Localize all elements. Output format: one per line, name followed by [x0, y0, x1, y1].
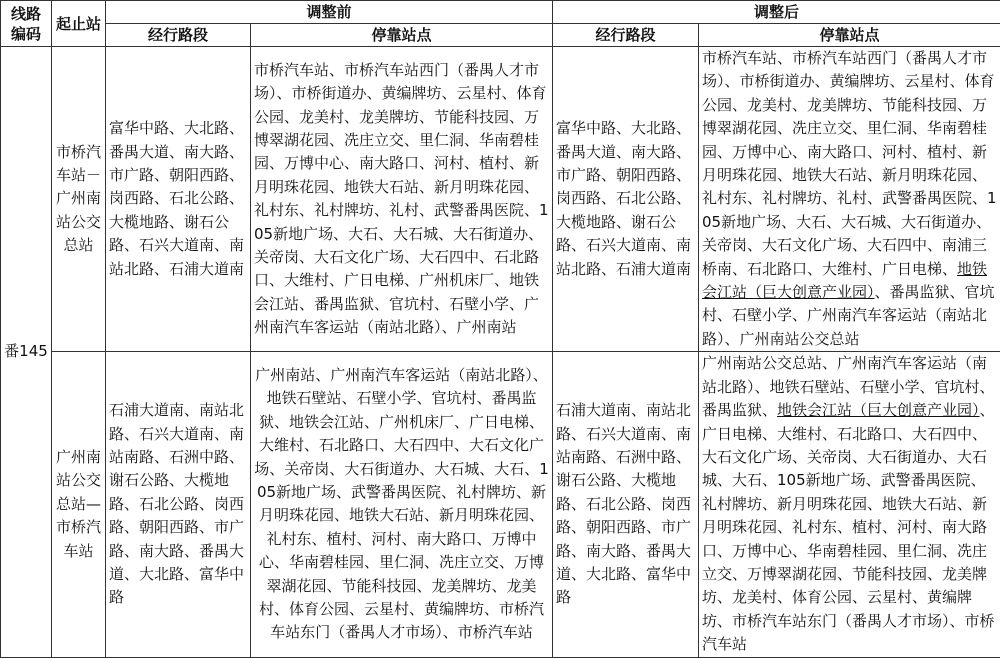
header-after-stops: 停靠站点 — [699, 24, 1000, 47]
before-route-cell: 富华中路、大北路、番禺大道、南大路、市广路、朝阳西路、岗西路、石北公路、大榄地路、谢石公路、石兴大道南、南站北路、石浦大道南 — [106, 47, 251, 352]
header-after-route: 经行路段 — [553, 24, 699, 47]
after-stops-cell — [699, 352, 1000, 657]
header-before-route: 经行路段 — [106, 24, 251, 47]
after-stops-cell — [699, 47, 1000, 352]
before-stops-cell: 市桥汽车站、市桥汽车站西门（番禺人才市场）、市桥街道办、黄编牌坊、云星村、体育公园、龙美村、龙美牌坊、节能科技园、万博翠湖花园、冼庄立交、里仁洞、华南碧桂园、万博中心、南大路口、河村、植村、新月明珠花园、地铁大石站、新月明珠花园、礼村东、礼村牌坊、礼村、武警番禺医院、105新地广场、大石、大石城、大石街道办、关帝岗、大石文化广场、大石四中、石北路口、大维村、广日电梯、广州机床厂、地铁会江站、番禺监狱、官坑村、石壁小学、广州南汽车客运站（南站北路）、广州南站 — [251, 47, 553, 352]
before-stops-cell: 广州南站、广州南汽车客运站（南站北路）、地铁石壁站、石壁小学、官坑村、番禺监狱、地铁会江站、广州机床厂、广日电梯、大维村、石北路口、大石四中、大石文化广场、关帝岗、大石街道办、大石城、大石、105新地广场、武警番禺医院、礼村牌坊、新月明珠花园、地铁大石站、新月明珠花园、礼村东、植村、河村、南大路口、万博中心、华南碧桂园、里仁洞、冼庄立交、万博翠湖花园、节能科技园、龙美牌坊、龙美村、体育公园、云星村、黄编牌坊、市桥汽车站东门（番禺人才市场）、市桥汽车站 — [251, 352, 553, 657]
header-row-sub — [1, 24, 1000, 47]
header-line-code: 线路编码 — [1, 1, 52, 47]
after-stops-new-station: 地铁会江站（巨大创意产业园） — [777, 401, 980, 419]
after-route-cell: 石浦大道南、南站北路、石兴大道南、南站南路、石洲中路、谢石公路、大榄地路、石北公路、岗西路、朝阳西路、市广路、南大路、番禺大道、大北路、富华中路 — [553, 352, 699, 657]
table-row — [1, 47, 1000, 352]
after-stops-new-station: 地铁会江站（巨大创意产业园） — [702, 260, 987, 301]
header-after: 调整后 — [553, 1, 1000, 24]
after-stops-text-part1: 市桥汽车站、市桥汽车站西门（番禺人才市场）、市桥街道办、黄编牌坊、云星村、体育公园、龙美村、龙美牌坊、节能科技园、万博翠湖花园、冼庄立交、里仁洞、华南碧桂园、万博中心、南大路口、河村、植村、新月明珠花园、地铁大石站、新月明珠花园、礼村东、礼村牌坊、礼村、武警番禺医院、105新地广场、大石、大石城、大石街道办、关帝岗、大石文化广场、大石四中、南浦三桥南、石北路口、大维村、广日电梯、 — [702, 49, 997, 278]
start-end-cell: 广州南站公交总站—市桥汽车站 — [52, 352, 106, 657]
header-before: 调整前 — [106, 1, 553, 24]
after-stops-text-part2: 、番禺监狱、官坑村、石壁小学、广州南汽车客运站（南站北路）、广州南站公交总站 — [702, 283, 995, 348]
start-end-cell: 市桥汽车站－广州南站公交总站 — [52, 47, 106, 352]
after-route-cell: 富华中路、大北路、番禺大道、南大路、市广路、朝阳西路、岗西路、石北公路、大榄地路、谢石公路、石兴大道南、南站北路、石浦大道南 — [553, 47, 699, 352]
after-stops-text-part2: 、广日电梯、大维村、石北路口、大石四中、大石文化广场、关帝岗、大石街道办、大石城、大石、105新地广场、武警番禺医院、礼村牌坊、新月明珠花园、地铁大石站、新月明珠花园、礼村东、植村、河村、南大路口、万博中心、华南碧桂园、里仁洞、冼庄立交、万博翠湖花园、节能科技园、龙美牌坊、龙美村、体育公园、云星村、黄编牌坊、市桥汽车站东门（番禺人才市场）、市桥汽车站 — [702, 401, 995, 653]
after-stops-text-part1: 广州南站公交总站、广州南汽车客运站（南站北路）、地铁石壁站、石壁小学、官坑村、番禺监狱、 — [702, 354, 995, 419]
table-row — [1, 352, 1000, 657]
header-start-end: 起止站 — [52, 1, 106, 47]
line-code-cell: 番145 — [1, 47, 52, 658]
header-row-top — [1, 1, 1000, 24]
header-before-stops: 停靠站点 — [251, 24, 553, 47]
before-route-cell: 石浦大道南、南站北路、石兴大道南、南站南路、石洲中路、谢石公路、大榄地路、石北公路、岗西路、朝阳西路、市广路、南大路、番禺大道、大北路、富华中路 — [106, 352, 251, 657]
